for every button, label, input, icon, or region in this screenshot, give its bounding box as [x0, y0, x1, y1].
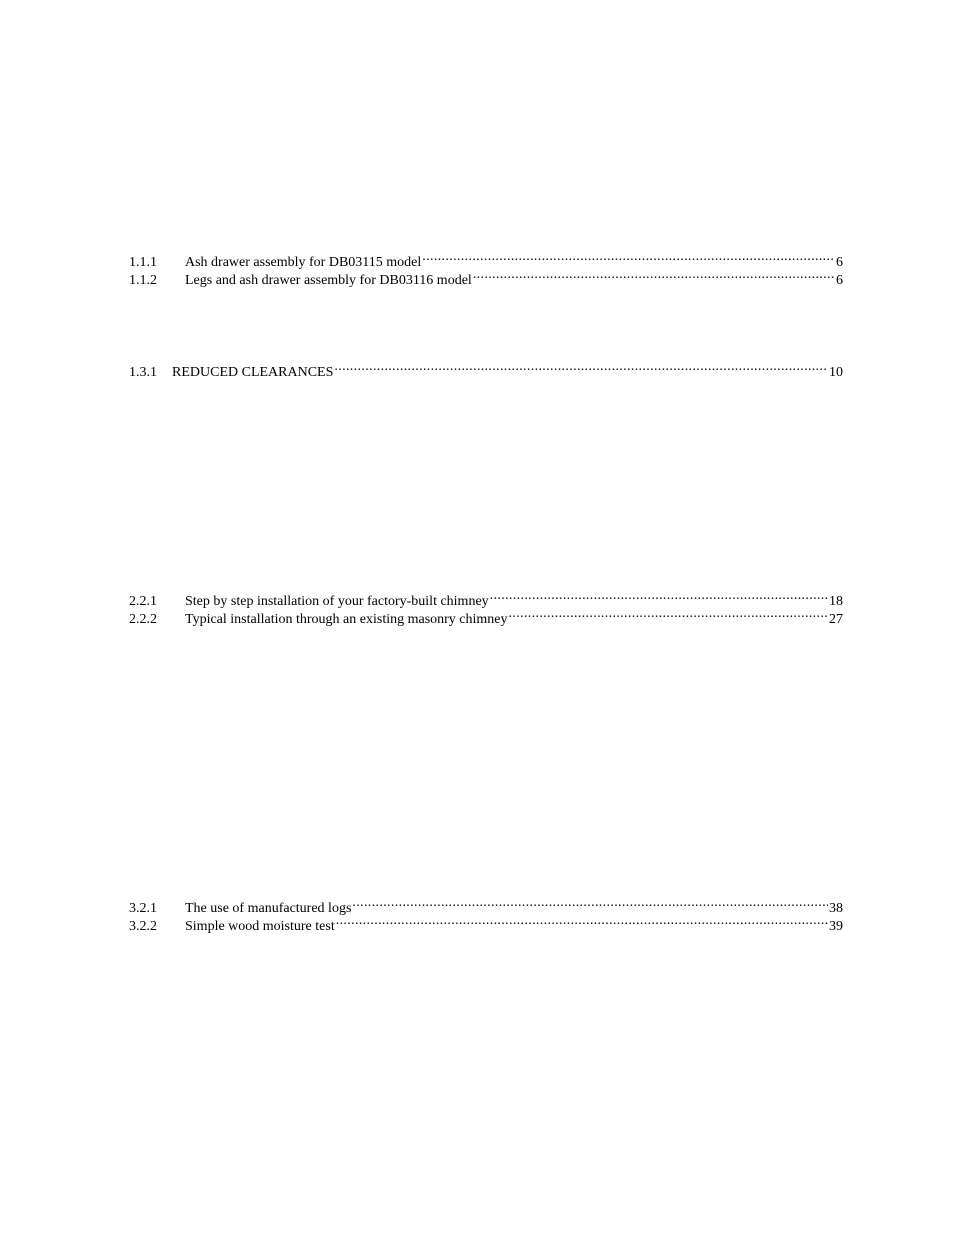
- toc-entry-title: Simple wood moisture test: [185, 919, 335, 934]
- toc-entry-page: 6: [836, 255, 843, 270]
- dot-leader: [352, 894, 828, 912]
- toc-entry-page: 6: [836, 273, 843, 288]
- toc-entry-page: 38: [829, 901, 843, 916]
- toc-entry-number: 1.1.1: [129, 255, 157, 270]
- toc-entry-number: 1.3.1: [129, 365, 157, 380]
- toc-entry-title: Step by step installation of your factory-built chimney: [185, 594, 489, 609]
- toc-entry-title: Typical installation through an existing masonry chimney: [185, 612, 508, 627]
- dot-leader: [422, 248, 835, 266]
- toc-entry-number: 1.1.2: [129, 273, 157, 288]
- toc-entry[interactable]: [129, 894, 843, 916]
- dot-leader: [490, 587, 828, 605]
- dot-leader: [509, 605, 828, 623]
- toc-entry-title: REDUCED CLEARANCES: [172, 365, 334, 380]
- toc-entry[interactable]: [129, 266, 843, 288]
- toc-entry-number: 2.2.2: [129, 612, 157, 627]
- toc-entry-page: 18: [829, 594, 843, 609]
- toc-entry[interactable]: [129, 248, 843, 270]
- toc-entry-number: 2.2.1: [129, 594, 157, 609]
- toc-entry-page: 27: [829, 612, 843, 627]
- dot-leader: [334, 358, 828, 376]
- toc-entry-page: 10: [829, 365, 843, 380]
- toc-entry-title: Ash drawer assembly for DB03115 model: [185, 255, 422, 270]
- toc-entry[interactable]: [129, 587, 843, 609]
- toc-entry-number: 3.2.2: [129, 919, 157, 934]
- toc-entry-number: 3.2.1: [129, 901, 157, 916]
- toc-entry-page: 39: [829, 919, 843, 934]
- toc-entry[interactable]: [129, 912, 843, 934]
- dot-leader: [336, 912, 828, 930]
- toc-entry-title: The use of manufactured logs: [185, 901, 352, 916]
- toc-entry[interactable]: [129, 605, 843, 627]
- dot-leader: [473, 266, 835, 284]
- toc-entry[interactable]: [129, 358, 843, 380]
- toc-entry-title: Legs and ash drawer assembly for DB03116 model: [185, 273, 472, 288]
